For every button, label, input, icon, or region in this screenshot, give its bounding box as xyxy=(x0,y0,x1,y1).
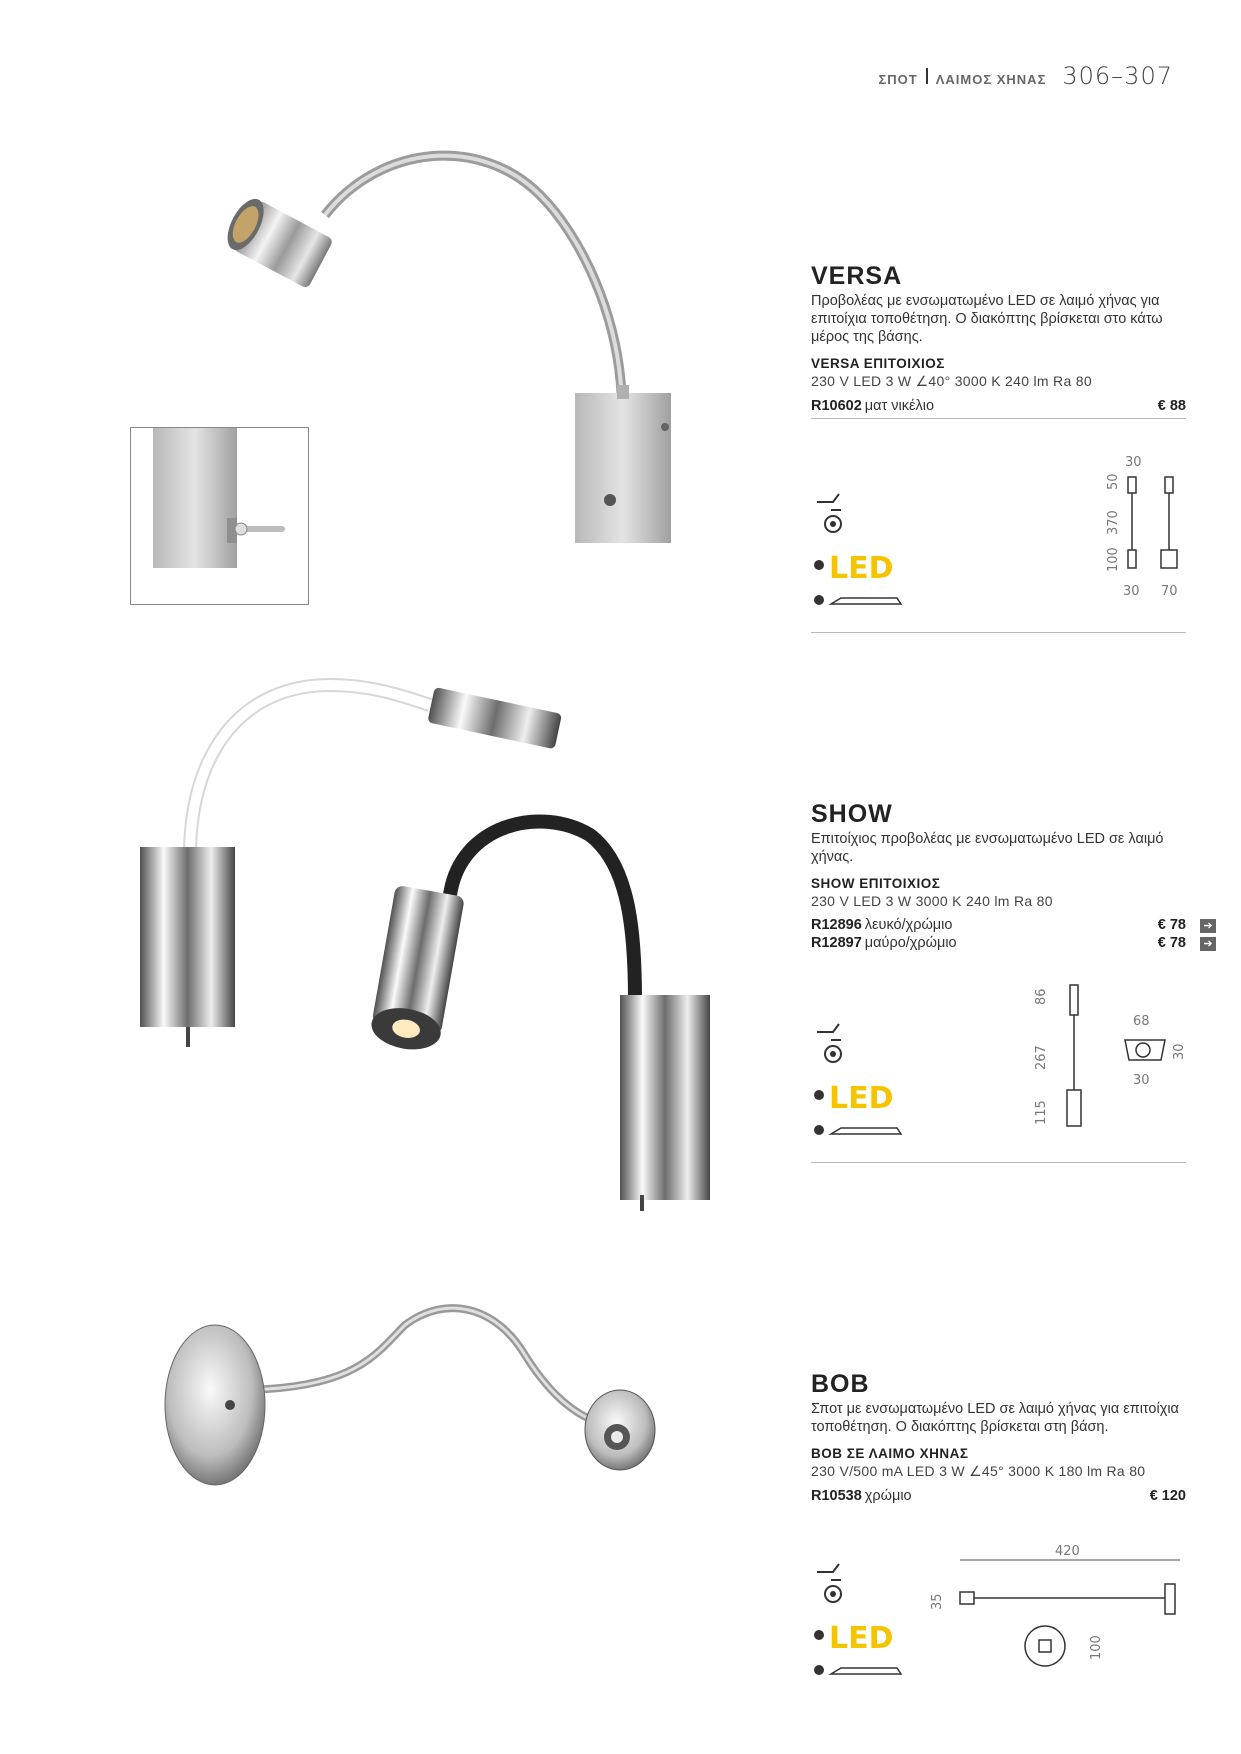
wall-mount-icon xyxy=(814,1665,901,1675)
switch-detail-image xyxy=(130,427,309,605)
product-variant: BOB ΣΕ ΛΑΙΜΟ ΧΗΝΑΣ xyxy=(811,1446,969,1461)
product-price: € 88 xyxy=(1157,398,1186,414)
header-category: ΣΠΟΤ xyxy=(878,72,918,87)
product-price: € 78 xyxy=(1157,917,1186,933)
header-subcategory: ΛΑΙΜΟΣ ΧΗΝΑΣ xyxy=(935,72,1047,87)
price-row xyxy=(811,935,1213,951)
show-dimension-drawing xyxy=(1015,980,1185,1135)
dim-label: 370 xyxy=(1106,510,1121,535)
dim-label: 86 xyxy=(1034,988,1049,1005)
led-badge-icon xyxy=(814,1081,894,1116)
versa-feature-icons xyxy=(811,488,921,618)
product-code: R12897 xyxy=(811,935,862,951)
header-separator xyxy=(926,68,928,84)
arrow-right-icon[interactable]: ➔ xyxy=(1200,937,1216,951)
led-badge-icon xyxy=(814,1621,894,1656)
product-variant: SHOW ΕΠΙΤΟΙΧΙΟΣ xyxy=(811,876,941,891)
dim-label: 30 xyxy=(1125,455,1142,470)
product-description: Επιτοίχιος προβολέας με ενσωματωμένο LED σε λαιμό χήνας. xyxy=(811,831,1164,865)
product-finish: λευκό/χρώμιο xyxy=(864,917,953,933)
page-numbers: 306–307 xyxy=(1062,62,1173,90)
product-description: Προβολέας με ενσωματωμένο LED σε λαιμό χήνας για επιτοίχια τοποθέτηση. Ο διακόπτης βρίσκεται στο κάτω μέρος της βάσης. xyxy=(811,293,1163,345)
dim-label: 70 xyxy=(1161,584,1178,599)
price-row xyxy=(811,917,1213,933)
product-bob xyxy=(811,1370,1186,1504)
product-finish: χρώμιο xyxy=(864,1488,912,1504)
section-divider xyxy=(811,632,1186,633)
product-price: € 78 xyxy=(1157,935,1186,951)
dim-label: 100 xyxy=(1089,1635,1104,1660)
svg-text:LED: LED xyxy=(829,551,894,586)
dim-label: 420 xyxy=(1055,1544,1080,1559)
show-photo xyxy=(130,655,730,1215)
product-spec: 230 V/500 mA LED 3 W ∠45° 3000 K 180 lm Ra 80 xyxy=(811,1463,1146,1479)
dim-label: 100 xyxy=(1106,547,1121,572)
dim-label: 267 xyxy=(1034,1045,1049,1070)
wall-mount-icon xyxy=(814,1125,901,1135)
product-code: R12896 xyxy=(811,917,862,933)
product-code: R10538 xyxy=(811,1488,862,1504)
price-row xyxy=(811,398,1186,414)
product-title: VERSA xyxy=(811,262,903,290)
product-description: Σποτ με ενσωματωμένο LED σε λαιμό χήνας για επιτοίχια τοποθέτηση. Ο διακόπτης βρίσκεται στη βάση. xyxy=(811,1401,1179,1435)
dim-label: 30 xyxy=(1123,584,1140,599)
price-rule xyxy=(811,418,1186,419)
product-finish: μαύρο/χρώμιο xyxy=(864,935,957,951)
bob-dimension-drawing xyxy=(925,1540,1185,1680)
switch-hand-icon xyxy=(817,494,841,532)
versa-dimension-drawing xyxy=(1085,450,1185,610)
bob-photo xyxy=(155,1295,715,1545)
product-show xyxy=(811,800,1213,951)
product-finish: ματ νικέλιο xyxy=(864,398,935,414)
dim-label: 30 xyxy=(1172,1043,1187,1060)
dim-label: 115 xyxy=(1034,1100,1049,1125)
led-badge-icon xyxy=(814,551,894,586)
product-spec: 230 V LED 3 W ∠40° 3000 K 240 lm Ra 80 xyxy=(811,373,1092,389)
dim-label: 68 xyxy=(1133,1014,1150,1029)
dim-label: 35 xyxy=(930,1593,945,1610)
show-feature-icons xyxy=(811,1018,921,1148)
bob-feature-icons xyxy=(811,1558,921,1688)
svg-text:LED: LED xyxy=(829,1621,894,1656)
product-variant: VERSA ΕΠΙΤΟΙΧΙΟΣ xyxy=(811,356,945,371)
dim-label: 30 xyxy=(1133,1073,1150,1088)
product-spec: 230 V LED 3 W 3000 K 240 lm Ra 80 xyxy=(811,893,1053,909)
wall-mount-icon xyxy=(814,595,901,605)
dim-label: 50 xyxy=(1106,473,1121,490)
product-versa xyxy=(811,262,1186,419)
price-row xyxy=(811,1488,1186,1504)
product-code: R10602 xyxy=(811,398,862,414)
product-title: SHOW xyxy=(811,800,893,828)
svg-text:LED: LED xyxy=(829,1081,894,1116)
switch-hand-icon xyxy=(817,1564,841,1602)
product-title: BOB xyxy=(811,1370,870,1398)
arrow-right-icon[interactable]: ➔ xyxy=(1200,919,1216,933)
page-header xyxy=(878,62,1173,90)
section-divider xyxy=(811,1162,1186,1163)
product-price: € 120 xyxy=(1149,1488,1186,1504)
switch-hand-icon xyxy=(817,1024,841,1062)
